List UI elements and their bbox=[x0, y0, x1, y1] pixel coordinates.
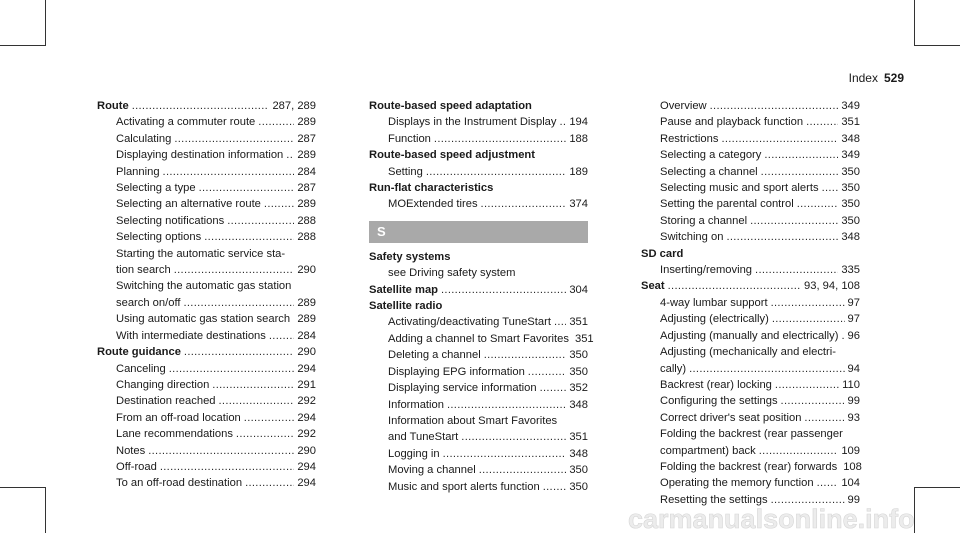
index-subentry bbox=[641, 114, 860, 130]
index-subentry bbox=[369, 479, 588, 495]
page-reference: 374 bbox=[569, 198, 588, 211]
page-reference: 97 bbox=[847, 313, 860, 326]
entry-text: Selecting a type bbox=[116, 182, 196, 195]
page-reference: 108 bbox=[843, 460, 862, 473]
page-reference: 348 bbox=[569, 447, 588, 460]
page-reference: 96 bbox=[847, 329, 860, 342]
entry-text: Selecting music and sport alerts bbox=[660, 182, 819, 195]
leader-dots bbox=[761, 164, 839, 180]
entry-text: From an off-road location bbox=[116, 411, 241, 424]
entry-text: Information bbox=[388, 398, 444, 411]
leader-dots bbox=[174, 131, 294, 147]
leader-dots bbox=[841, 328, 844, 344]
leader-dots bbox=[443, 446, 567, 462]
index-subentry bbox=[97, 328, 316, 344]
page-reference: 351 bbox=[841, 116, 860, 129]
index-subentry bbox=[97, 426, 316, 442]
leader-dots bbox=[227, 213, 294, 229]
entry-text: Backrest (rear) locking bbox=[660, 378, 772, 391]
leader-dots bbox=[236, 426, 294, 442]
index-subentry bbox=[369, 397, 588, 413]
entry-text: Configuring the settings bbox=[660, 395, 778, 408]
page-reference: 348 bbox=[841, 231, 860, 244]
crop-mark bbox=[45, 487, 46, 533]
index-subentry bbox=[641, 295, 860, 311]
index-subentry bbox=[641, 98, 860, 114]
leader-dots bbox=[797, 196, 839, 212]
index-subentry bbox=[369, 331, 594, 347]
leader-dots bbox=[244, 410, 295, 426]
index-subentry bbox=[97, 147, 316, 163]
page-reference: 348 bbox=[841, 132, 860, 145]
index-subentry bbox=[97, 361, 316, 377]
leader-dots bbox=[817, 475, 839, 491]
index-subentry bbox=[97, 295, 316, 311]
index-entry: Route-based speed adjustment bbox=[369, 149, 535, 162]
index-subentry bbox=[97, 410, 316, 426]
leader-dots bbox=[806, 114, 838, 130]
page-reference: 287 bbox=[297, 132, 316, 145]
page-reference: 290 bbox=[297, 346, 316, 359]
page-reference: 351 bbox=[569, 316, 588, 329]
index-subentry bbox=[369, 164, 588, 180]
entry-text: tion search bbox=[116, 264, 171, 277]
page-reference: 99 bbox=[847, 395, 860, 408]
crop-mark bbox=[0, 45, 46, 46]
index-subentry bbox=[97, 180, 316, 196]
leader-dots bbox=[269, 328, 294, 344]
entry-text: Selecting a channel bbox=[660, 165, 758, 178]
entry-text: Restrictions bbox=[660, 132, 719, 145]
watermark-text: carmanualsonline.info bbox=[628, 504, 915, 534]
index-subentry bbox=[97, 164, 316, 180]
index-subentry bbox=[641, 459, 860, 475]
index-subentry bbox=[369, 347, 588, 363]
entry-text: Pause and playback function bbox=[660, 116, 804, 129]
page-reference: 350 bbox=[841, 214, 860, 227]
entry-text: Function bbox=[388, 132, 431, 145]
page-reference: 289 bbox=[297, 198, 316, 211]
leader-dots bbox=[258, 114, 294, 130]
index-subentry bbox=[641, 131, 860, 147]
page-reference: 350 bbox=[569, 365, 588, 378]
entry-text: search on/off bbox=[116, 296, 181, 309]
leader-dots bbox=[540, 380, 567, 396]
page-reference: 93 bbox=[847, 411, 860, 424]
page-reference: 97 bbox=[847, 296, 860, 309]
page-reference: 349 bbox=[841, 100, 860, 112]
entry-text: Selecting options bbox=[116, 231, 202, 244]
index-subentry bbox=[641, 393, 860, 409]
entry-text: Correct driver's seat position bbox=[660, 411, 802, 424]
index-subentry bbox=[97, 393, 316, 409]
section-letter: S bbox=[369, 221, 588, 243]
leader-dots bbox=[710, 98, 839, 114]
leader-dots bbox=[479, 462, 567, 478]
index-subentry bbox=[641, 196, 860, 212]
leader-dots bbox=[775, 377, 839, 393]
entry-text: Displaying service information bbox=[388, 382, 537, 395]
entry-text: Calculating bbox=[116, 132, 172, 145]
entry-text: Selecting a category bbox=[660, 149, 762, 162]
page-reference: 304 bbox=[569, 283, 588, 296]
leader-dots bbox=[461, 429, 566, 445]
page-reference: 94 bbox=[847, 362, 860, 375]
entry-text: MOExtended tires bbox=[388, 198, 478, 211]
page-reference: 294 bbox=[297, 411, 316, 424]
entry-text: compartment) back bbox=[660, 444, 756, 457]
entry-text: Canceling bbox=[116, 362, 166, 375]
leader-dots bbox=[293, 311, 294, 327]
entry-text: With intermediate destinations bbox=[116, 329, 266, 342]
index-entry bbox=[97, 344, 316, 360]
index-subentry bbox=[97, 114, 316, 130]
page-reference: 350 bbox=[569, 349, 588, 362]
index-subentry bbox=[369, 462, 588, 478]
page-reference: 351 bbox=[569, 431, 588, 444]
leader-dots bbox=[169, 361, 295, 377]
page-reference: 99 bbox=[847, 493, 860, 506]
page-reference: 335 bbox=[841, 264, 860, 277]
page-reference: 352 bbox=[569, 382, 588, 395]
entry-text: Displaying EPG information bbox=[388, 365, 525, 378]
entry-text: cally) bbox=[660, 362, 687, 375]
entry-text: Displays in the Instrument Display bbox=[388, 116, 557, 129]
leader-dots bbox=[822, 180, 839, 196]
index-entry: Safety systems bbox=[369, 250, 451, 263]
leader-dots bbox=[204, 229, 294, 245]
leader-dots bbox=[434, 131, 566, 147]
page-reference: 350 bbox=[841, 165, 860, 178]
index-subentry bbox=[641, 311, 860, 327]
leader-dots bbox=[755, 262, 838, 278]
index-subentry bbox=[97, 131, 316, 147]
page-number: 529 bbox=[883, 71, 904, 85]
leader-dots bbox=[212, 377, 294, 393]
leader-dots bbox=[286, 147, 294, 163]
index-entry bbox=[641, 278, 860, 294]
entry-text: Folding the backrest (rear) forwards bbox=[660, 460, 838, 473]
page-header bbox=[849, 71, 904, 85]
entry-text: Notes bbox=[116, 444, 146, 457]
entry-text: Selecting an alternative route bbox=[116, 198, 261, 211]
page-reference: 288 bbox=[297, 214, 316, 227]
index-subentry bbox=[369, 446, 588, 462]
index-column-2 bbox=[369, 98, 594, 495]
page-reference: 289 bbox=[297, 149, 316, 162]
index-entry: SD card bbox=[641, 247, 684, 260]
leader-dots bbox=[771, 295, 845, 311]
header-title: Index bbox=[848, 71, 878, 85]
page-reference: 284 bbox=[297, 329, 316, 342]
leader-dots bbox=[481, 196, 567, 212]
page-reference: 294 bbox=[297, 477, 316, 490]
page-reference: 292 bbox=[297, 395, 316, 408]
entry-text: Moving a channel bbox=[388, 464, 476, 477]
entry-text: Satellite map bbox=[369, 283, 439, 296]
leader-dots bbox=[759, 443, 839, 459]
page-reference: 350 bbox=[569, 480, 588, 493]
page-reference: 194 bbox=[569, 116, 588, 129]
page-reference: 289 bbox=[297, 116, 316, 129]
index-column-3 bbox=[641, 98, 860, 508]
page-reference: 350 bbox=[569, 464, 588, 477]
index-subentry bbox=[369, 429, 588, 445]
entry-text: To an off-road destination bbox=[116, 477, 243, 490]
index-subentry bbox=[641, 180, 860, 196]
leader-dots bbox=[245, 475, 294, 491]
crop-mark bbox=[914, 45, 960, 46]
page-reference: 284 bbox=[297, 165, 316, 178]
index-subentry bbox=[97, 475, 316, 491]
page-reference: 291 bbox=[297, 378, 316, 391]
entry-text: Operating the memory function bbox=[660, 477, 814, 490]
page-reference: 290 bbox=[297, 264, 316, 277]
index-subentry bbox=[641, 410, 860, 426]
entry-text: Adjusting (manually and electrically) bbox=[660, 329, 839, 342]
leader-dots bbox=[560, 114, 567, 130]
leader-dots bbox=[689, 361, 844, 377]
index-subentry: Switching the automatic gas station bbox=[116, 280, 292, 293]
entry-text: Route bbox=[97, 100, 129, 112]
leader-dots bbox=[132, 98, 270, 114]
entry-text: Logging in bbox=[388, 447, 440, 460]
entry-text: Destination reached bbox=[116, 395, 216, 408]
index-entry: Satellite radio bbox=[369, 300, 443, 313]
entry-text: Deleting a channel bbox=[388, 349, 481, 362]
index-subentry bbox=[369, 314, 588, 330]
page-reference: 93, 94, 108 bbox=[804, 280, 860, 293]
index-subentry bbox=[97, 196, 316, 212]
index-subentry bbox=[641, 262, 860, 278]
entry-text: Planning bbox=[116, 165, 160, 178]
page-reference: 292 bbox=[297, 428, 316, 441]
leader-dots bbox=[528, 364, 567, 380]
page-reference: 289 bbox=[297, 296, 316, 309]
index-subentry bbox=[641, 164, 860, 180]
index-subentry bbox=[97, 262, 316, 278]
leader-dots bbox=[199, 180, 295, 196]
leader-dots bbox=[781, 393, 845, 409]
page-reference: 189 bbox=[569, 165, 588, 178]
page-reference: 104 bbox=[841, 477, 860, 490]
index-subentry bbox=[641, 229, 860, 245]
entry-text: Route guidance bbox=[97, 346, 181, 359]
leader-dots bbox=[447, 397, 566, 413]
index-subentry bbox=[641, 377, 860, 393]
entry-text: Activating a commuter route bbox=[116, 116, 256, 129]
index-subentry: Information about Smart Favorites bbox=[388, 414, 558, 427]
entry-text: Resetting the settings bbox=[660, 493, 768, 506]
entry-text: Music and sport alerts function bbox=[388, 480, 540, 493]
leader-dots bbox=[554, 314, 566, 330]
index-subentry bbox=[369, 380, 588, 396]
page-reference: 109 bbox=[841, 444, 860, 457]
leader-dots bbox=[750, 213, 838, 229]
leader-dots bbox=[160, 459, 294, 475]
entry-text: Seat bbox=[641, 280, 665, 293]
index-entry bbox=[97, 98, 316, 114]
index-subentry bbox=[97, 213, 316, 229]
page-reference: 348 bbox=[569, 398, 588, 411]
crop-mark bbox=[0, 487, 46, 488]
page-reference: 289 bbox=[297, 313, 316, 326]
entry-text: Lane recommendations bbox=[116, 428, 233, 441]
entry-text: 4-way lumbar support bbox=[660, 296, 768, 309]
page-reference: 349 bbox=[841, 149, 860, 162]
index-subentry bbox=[641, 213, 860, 229]
leader-dots bbox=[726, 229, 838, 245]
page-reference: 350 bbox=[841, 182, 860, 195]
entry-text: Storing a channel bbox=[660, 214, 748, 227]
index-subentry bbox=[97, 311, 316, 327]
index-subentry bbox=[369, 131, 588, 147]
crop-mark bbox=[914, 487, 960, 488]
leader-dots bbox=[772, 311, 845, 327]
index-entry: Route-based speed adaptation bbox=[369, 100, 532, 112]
leader-dots bbox=[441, 282, 566, 298]
leader-dots bbox=[219, 393, 295, 409]
leader-dots bbox=[184, 344, 294, 360]
index-subentry bbox=[369, 114, 588, 130]
entry-text: Overview bbox=[660, 100, 707, 112]
index-subentry bbox=[641, 475, 860, 491]
entry-text: and TuneStart bbox=[388, 431, 459, 444]
entry-text: Adjusting (electrically) bbox=[660, 313, 769, 326]
index-subentry bbox=[369, 196, 588, 212]
index-subentry bbox=[369, 364, 588, 380]
crop-mark bbox=[45, 0, 46, 46]
index-column-1 bbox=[97, 98, 316, 492]
index-entry: Run-flat characteristics bbox=[369, 182, 494, 195]
entry-text: Inserting/removing bbox=[660, 264, 753, 277]
index-subentry bbox=[641, 361, 860, 377]
page-reference: 350 bbox=[841, 198, 860, 211]
leader-dots bbox=[484, 347, 567, 363]
leader-dots bbox=[174, 262, 295, 278]
index-entry bbox=[369, 282, 588, 298]
leader-dots bbox=[764, 147, 838, 163]
leader-dots bbox=[148, 443, 294, 459]
entry-text: Setting the parental control bbox=[660, 198, 794, 211]
index-subentry: see Driving safety system bbox=[388, 267, 516, 280]
index-subentry bbox=[97, 229, 316, 245]
leader-dots bbox=[543, 479, 567, 495]
index-subentry: Folding the backrest (rear passenger bbox=[660, 428, 843, 441]
entry-text: Changing direction bbox=[116, 378, 210, 391]
index-subentry bbox=[641, 328, 860, 344]
entry-text: Displaying destination information bbox=[116, 149, 284, 162]
page-reference: 287, 289 bbox=[272, 100, 316, 112]
page-reference: 188 bbox=[569, 132, 588, 145]
entry-text: Adding a channel to Smart Favorites bbox=[388, 332, 569, 345]
page-reference: 288 bbox=[297, 231, 316, 244]
entry-text: Activating/deactivating TuneStart bbox=[388, 316, 551, 329]
index-subentry bbox=[97, 377, 316, 393]
page-reference: 294 bbox=[297, 362, 316, 375]
entry-text: Setting bbox=[388, 165, 423, 178]
index-subentry bbox=[97, 459, 316, 475]
leader-dots bbox=[183, 295, 294, 311]
entry-text: Switching on bbox=[660, 231, 724, 244]
leader-dots bbox=[668, 278, 801, 294]
index-subentry bbox=[641, 443, 860, 459]
index-subentry: Starting the automatic service sta- bbox=[116, 247, 286, 260]
index-subentry: Adjusting (mechanically and electri- bbox=[660, 346, 836, 359]
entry-text: Selecting notifications bbox=[116, 214, 225, 227]
index-subentry bbox=[641, 147, 860, 163]
leader-dots bbox=[426, 164, 566, 180]
page-reference: 351 bbox=[574, 332, 594, 345]
index-subentry bbox=[97, 443, 316, 459]
crop-mark bbox=[914, 0, 915, 46]
page-reference: 287 bbox=[297, 182, 316, 195]
leader-dots bbox=[721, 131, 838, 147]
leader-dots bbox=[804, 410, 844, 426]
page-reference: 290 bbox=[297, 444, 316, 457]
entry-text: Using automatic gas station search bbox=[116, 313, 291, 326]
leader-dots bbox=[264, 196, 294, 212]
page-reference: 110 bbox=[842, 378, 860, 391]
page-reference: 294 bbox=[297, 460, 316, 473]
entry-text: Off-road bbox=[116, 460, 157, 473]
leader-dots bbox=[163, 164, 295, 180]
